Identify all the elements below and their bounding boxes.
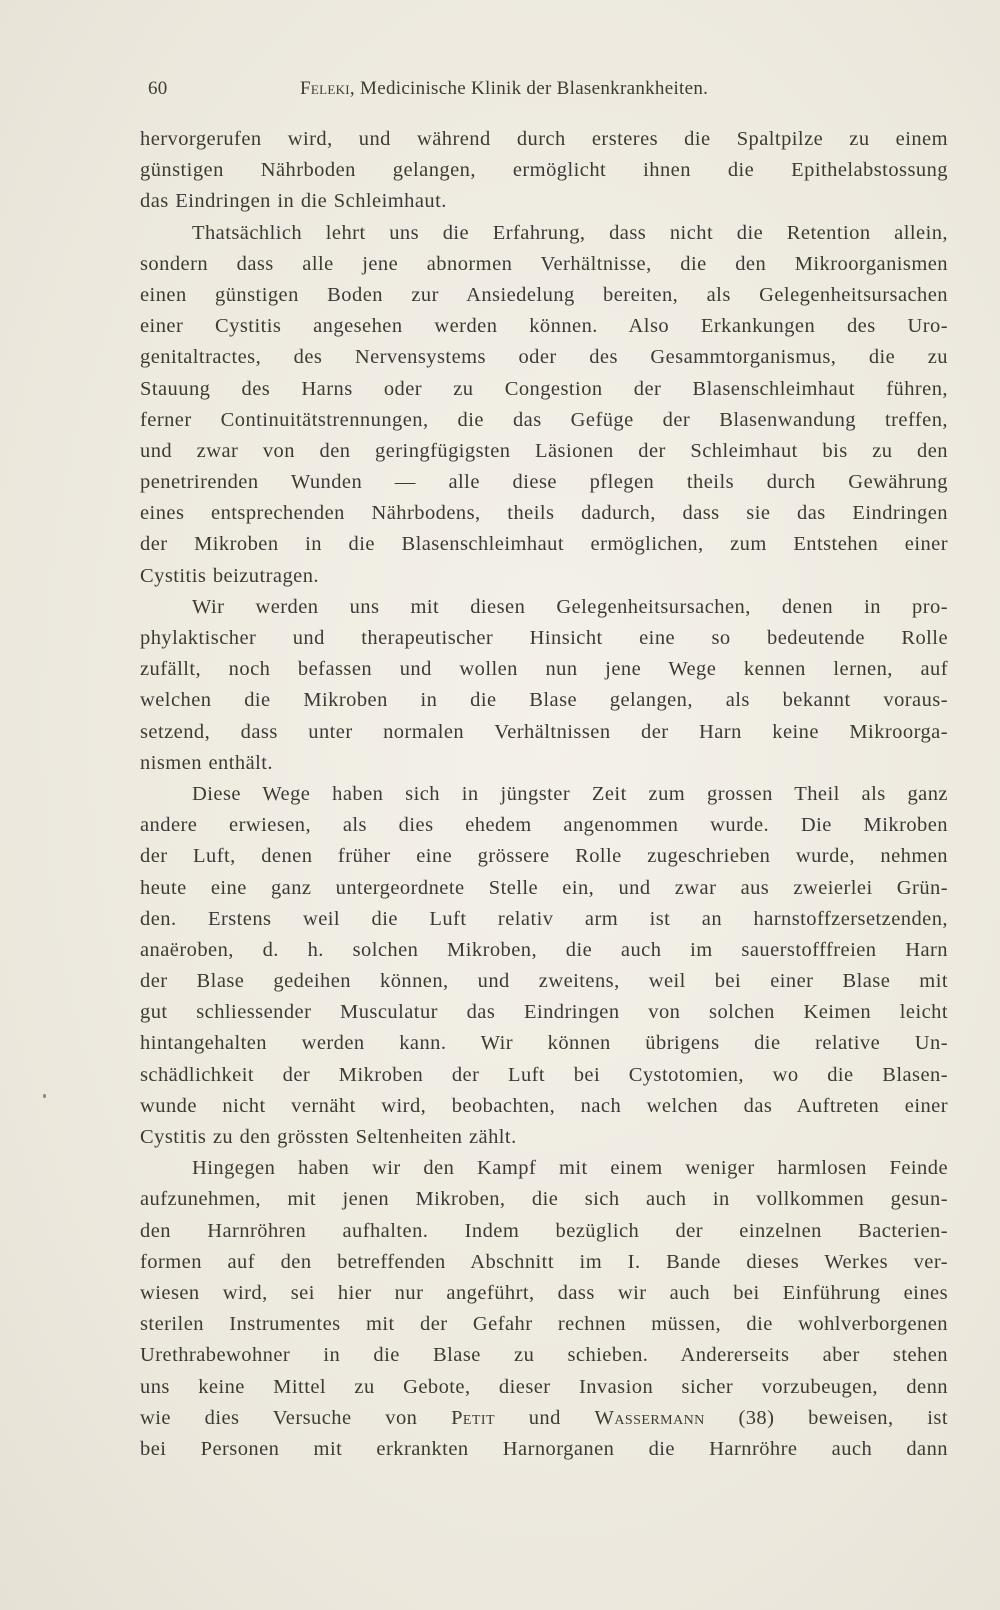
running-title	[300, 78, 708, 100]
text-line: den. Erstens weil die Luft relativ arm ist an harnstoffzersetzenden,	[140, 907, 948, 930]
text-line: heute eine ganz untergeordnete Stelle ein, und zwar aus zweierlei Grün-	[140, 876, 948, 899]
text-line: den Harnröhren aufhalten. Indem bezüglich der einzelnen Bacterien-	[140, 1219, 948, 1242]
text-line: sterilen Instrumentes mit der Gefahr rechnen müssen, die wohlverborgenen	[140, 1313, 948, 1336]
text-line	[140, 1403, 948, 1434]
author-name-petit: Petit	[451, 1406, 496, 1429]
text-line: aufzunehmen, mit jenen Mikroben, die sich auch in vollkommen gesun-	[140, 1188, 948, 1211]
running-head	[148, 78, 928, 104]
text-run: und	[495, 1406, 595, 1429]
text-line: nismen enthält.	[140, 751, 274, 774]
text-line: der Mikroben in die Blasenschleimhaut ermöglichen, zum Entstehen einer	[140, 533, 948, 556]
text-line: phylaktischer und therapeutischer Hinsicht eine so bedeutende Rolle	[140, 627, 948, 649]
text-line: günstigen Nährboden gelangen, ermöglicht ihnen die Epithelabstossung	[140, 159, 948, 182]
running-title-author: Feleki	[300, 78, 350, 99]
body-text	[140, 124, 948, 1465]
text-line: Cystitis beizutragen.	[140, 564, 319, 587]
text-line: der Blase gedeihen können, und zweitens, weil bei einer Blase mit	[140, 970, 948, 993]
text-run: wie dies Versuche von	[140, 1406, 452, 1429]
text-line: Hingegen haben wir den Kampf mit einem weniger harmlosen Feinde	[192, 1157, 948, 1180]
page-number: 60	[148, 78, 168, 99]
text-line: eines entsprechenden Nährbodens, theils dadurch, dass sie das Eindringen	[140, 502, 948, 525]
text-line: Thatsächlich lehrt uns die Erfahrung, dass nicht die Retention allein,	[192, 221, 948, 244]
text-line: Diese Wege haben sich in jüngster Zeit zum grossen Theil als ganz	[192, 782, 948, 805]
text-line: setzend, dass unter normalen Verhältnissen der Harn keine Mikroorga-	[140, 720, 948, 743]
text-line: bei Personen mit erkrankten Harnorganen die Harnröhre auch dann	[140, 1437, 948, 1460]
text-line: Wir werden uns mit diesen Gelegenheitsursachen, denen in pro-	[192, 595, 948, 618]
text-line: formen auf den betreffenden Abschnitt im I. Bande dieses Werkes ver-	[140, 1250, 948, 1273]
paper-speck	[43, 1094, 46, 1098]
author-name-wassermann: Wassermann	[594, 1406, 705, 1429]
text-run: (38) beweisen, ist	[704, 1406, 948, 1429]
text-line: Urethrabewohner in die Blase zu schieben. Andererseits aber stehen	[140, 1344, 948, 1367]
text-line: einer Cystitis angesehen werden können. Also Erkankungen des Uro-	[140, 315, 948, 338]
text-line: schädlichkeit der Mikroben der Luft bei Cystotomien, wo die Blasen-	[140, 1063, 948, 1086]
text-line: welchen die Mikroben in die Blase gelangen, als bekannt voraus-	[140, 689, 948, 712]
text-line: einen günstigen Boden zur Ansiedelung bereiten, als Gelegenheitsursachen	[140, 283, 948, 306]
text-line: der Luft, denen früher eine grössere Rolle zugeschrieben wurde, nehmen	[140, 845, 948, 868]
text-line: wiesen wird, sei hier nur angeführt, dass wir auch bei Einführung eines	[140, 1281, 948, 1304]
text-line: das Eindringen in die Schleimhaut.	[140, 190, 447, 213]
text-line: Stauung des Harns oder zu Congestion der Blasenschleimhaut führen,	[140, 377, 948, 400]
text-line: gut schliessender Musculatur das Eindringen von solchen Keimen leicht	[140, 1001, 948, 1024]
text-line: genitaltractes, des Nervensystems oder des Gesammtorganismus, die zu	[140, 346, 948, 369]
text-line: anaëroben, d. h. solchen Mikroben, die auch im sauerstofffreien Harn	[140, 938, 948, 961]
text-line: wunde nicht vernäht wird, beobachten, nach welchen das Auftreten einer	[140, 1094, 948, 1117]
text-line: penetrirenden Wunden — alle diese pflegen theils durch Gewährung	[140, 471, 948, 494]
text-line: hervorgerufen wird, und während durch ersteres die Spaltpilze zu einem	[140, 128, 948, 150]
running-title-text: , Medicinische Klinik der Blasenkrankheiten.	[349, 78, 709, 99]
text-line: ferner Continuitätstrennungen, die das Gefüge der Blasenwandung treffen,	[140, 408, 948, 431]
text-line: zufällt, noch befassen und wollen nun jene Wege kennen lernen, auf	[140, 658, 948, 681]
text-line: und zwar von den geringfügigsten Läsionen der Schleimhaut bis zu den	[140, 439, 948, 462]
text-line: sondern dass alle jene abnormen Verhältnisse, die den Mikroorganismen	[140, 252, 948, 275]
text-line: Cystitis zu den grössten Seltenheiten zählt.	[140, 1126, 517, 1148]
text-line: uns keine Mittel zu Gebote, dieser Invasion sicher vorzubeugen, denn	[140, 1375, 948, 1398]
text-line: hintangehalten werden kann. Wir können übrigens die relative Un-	[140, 1032, 948, 1055]
text-line: andere erwiesen, als dies ehedem angenommen wurde. Die Mikroben	[140, 814, 948, 837]
